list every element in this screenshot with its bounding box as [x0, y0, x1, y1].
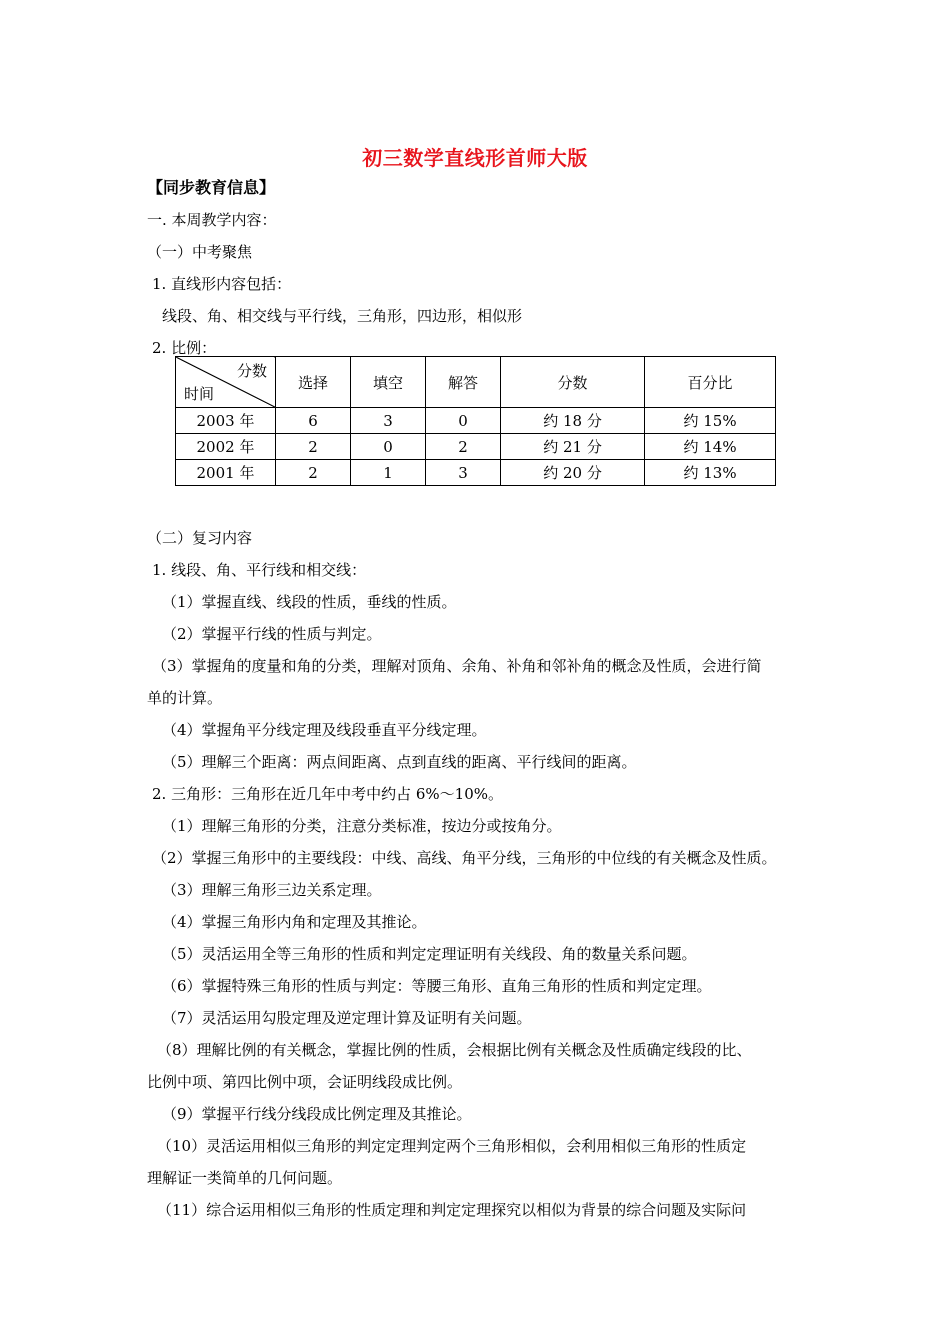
text-line: 线段、角、相交线与平行线，三角形，四边形，相似形 [162, 307, 523, 325]
text-line: （10）灵活运用相似三角形的判定定理判定两个三角形相似，会利用相似三角形的性质定 [157, 1137, 747, 1155]
table-header-cell: 填空 [350, 357, 425, 408]
table-cell: 1 [350, 460, 425, 486]
text-line: （2）掌握平行线的性质与判定。 [162, 625, 382, 643]
text-line: （11）综合运用相似三角形的性质定理和判定定理探究以相似为背景的综合问题及实际问 [157, 1201, 747, 1219]
table-cell: 约 21 分 [500, 434, 644, 460]
text-line: （1）掌握直线、线段的性质，垂线的性质。 [162, 593, 457, 611]
table-cell: 6 [276, 408, 351, 434]
ratio-table [175, 356, 776, 486]
text-line: （4）掌握三角形内角和定理及其推论。 [162, 913, 427, 931]
table-cell: 2 [276, 460, 351, 486]
table-cell: 约 20 分 [500, 460, 644, 486]
text-line: （6）掌握特殊三角形的性质与判定：等腰三角形、直角三角形的性质和判定定理。 [162, 977, 712, 995]
table-row [176, 460, 776, 486]
table-header-row [176, 357, 776, 408]
table-cell: 约 13% [645, 460, 776, 486]
table-cell: 0 [350, 434, 425, 460]
table-header-cell: 分数 [500, 357, 644, 408]
text-line: 2. 比例： [152, 339, 217, 357]
text-line: （3）掌握角的度量和角的分类，理解对顶角、余角、补角和邻补角的概念及性质，会进行简 [152, 657, 762, 675]
text-line: 1. 直线形内容包括： [152, 275, 292, 293]
text-line: （4）掌握角平分线定理及线段垂直平分线定理。 [162, 721, 487, 739]
corner-label-score: 分数 [236, 362, 267, 380]
text-line: （2）掌握三角形中的主要线段：中线、高线、角平分线，三角形的中位线的有关概念及性质。 [152, 849, 777, 867]
document-title: 初三数学直线形首师大版 [362, 146, 588, 170]
table-header-cell: 选择 [276, 357, 351, 408]
table-cell: 0 [425, 408, 500, 434]
text-line: （9）掌握平行线分线段成比例定理及其推论。 [162, 1105, 472, 1123]
text-line: （1）理解三角形的分类，注意分类标准，按边分或按角分。 [162, 817, 562, 835]
text-line: （5）理解三个距离：两点间距离、点到直线的距离、平行线间的距离。 [162, 753, 637, 771]
table-cell: 约 15% [645, 408, 776, 434]
table-header-cell: 百分比 [645, 357, 776, 408]
table-cell: 3 [350, 408, 425, 434]
table-cell: 3 [425, 460, 500, 486]
table-cell: 约 14% [645, 434, 776, 460]
text-line: 单的计算。 [147, 689, 223, 707]
table-cell: 约 18 分 [500, 408, 644, 434]
text-line: （7）灵活运用勾股定理及逆定理计算及证明有关问题。 [162, 1009, 532, 1027]
table-cell: 2 [276, 434, 351, 460]
corner-label-time: 时间 [184, 385, 215, 403]
table-cell: 2001 年 [176, 460, 276, 486]
text-line: 2. 三角形：三角形在近几年中考中约占 6%～10%。 [152, 785, 503, 803]
table-corner-cell [176, 357, 276, 408]
table-cell: 2003 年 [176, 408, 276, 434]
text-line: （一）中考聚焦 [147, 243, 253, 261]
text-line: （8）理解比例的有关概念，掌握比例的性质，会根据比例有关概念及性质确定线段的比、 [157, 1041, 752, 1059]
table-row [176, 408, 776, 434]
table-header-cell: 解答 [425, 357, 500, 408]
text-line: （5）灵活运用全等三角形的性质和判定定理证明有关线段、角的数量关系问题。 [162, 945, 697, 963]
text-line: 一. 本周教学内容： [147, 211, 277, 229]
text-line: 理解证一类简单的几何问题。 [147, 1169, 343, 1187]
section-heading: 【同步教育信息】 [147, 178, 276, 197]
text-line: （二）复习内容 [147, 529, 253, 547]
text-line: （3）理解三角形三边关系定理。 [162, 881, 382, 899]
text-line: 1. 线段、角、平行线和相交线： [152, 561, 367, 579]
table-cell: 2 [425, 434, 500, 460]
table-cell: 2002 年 [176, 434, 276, 460]
table-row [176, 434, 776, 460]
text-line: 比例中项、第四比例中项，会证明线段成比例。 [147, 1073, 463, 1091]
